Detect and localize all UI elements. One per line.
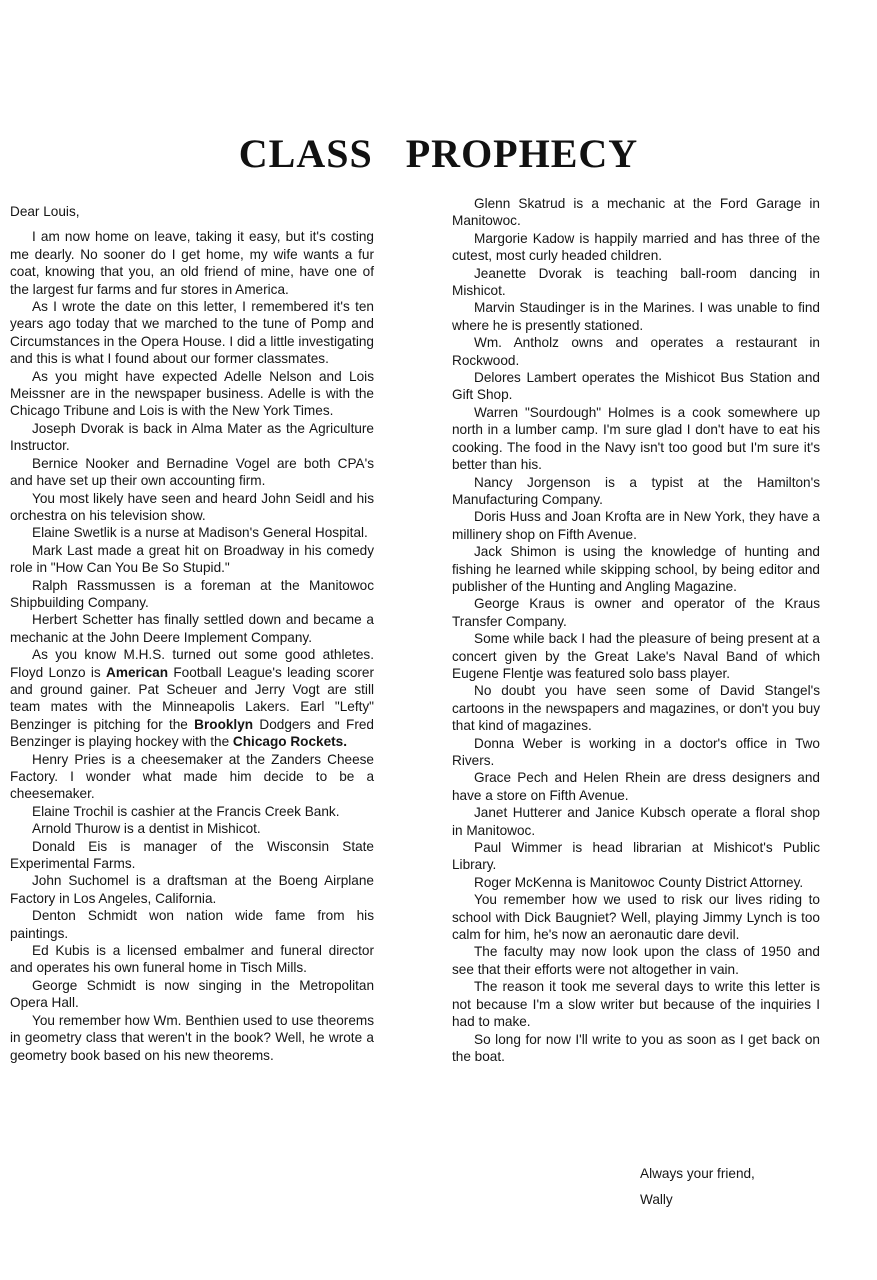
paragraph: Wm. Antholz owns and operates a restaurant in Rockwood. — [452, 335, 820, 368]
salutation: Dear Louis, — [10, 204, 80, 219]
sports-bold-american: American — [106, 664, 169, 680]
paragraph: Glenn Skatrud is a mechanic at the Ford Garage in Manitowoc. — [452, 196, 820, 229]
paragraph: Denton Schmidt won nation wide fame from his paintings. — [10, 908, 374, 941]
paragraph: Bernice Nooker and Bernadine Vogel are both CPA's and have set up their own accounting firm. — [10, 455, 374, 489]
paragraph: I am now home on leave, taking it easy, but it's costing me dearly. No sooner do I get home, my wife wants a fur coat, knowing that you, an old friend of mine, have one of the largest fur farms and fur stores in America. — [10, 229, 374, 297]
sports-text: Dodgers and Fred Benzinger is playing hockey with the — [10, 716, 374, 750]
signature: Wally — [640, 1192, 673, 1208]
letter-closing — [640, 1165, 755, 1218]
paragraph: Marvin Staudinger is in the Marines. I was unable to find where he is presently stationed. — [452, 300, 820, 333]
paragraph: No doubt you have seen some of David Stangel's cartoons in the newspapers and magazines, or don't you buy that kind of magazines. — [452, 683, 820, 734]
paragraph: George Kraus is owner and operator of the Kraus Transfer Company. — [452, 596, 820, 629]
paragraph: Jack Shimon is using the knowledge of hunting and fishing he learned while skipping school, by being editor and publisher of the Hunting and Angling Magazine. — [452, 544, 820, 594]
page-title: CLASS PROPHECY — [238, 131, 639, 176]
sports-bold-brooklyn: Brooklyn — [194, 716, 254, 732]
sports-paragraph — [10, 646, 374, 750]
paragraph: Elaine Trochil is cashier at the Francis Creek Bank. — [32, 803, 340, 819]
paragraph: The reason it took me several days to write this letter is not because I'm a slow writer but because of the inquiries I had to make. — [452, 979, 820, 1030]
paragraph: Joseph Dvorak is back in Alma Mater as the Agriculture Instructor. — [10, 420, 374, 454]
paragraph: Margorie Kadow is happily married and has three of the cutest, most curly headed children. — [452, 230, 820, 264]
paragraph: Ed Kubis is a licensed embalmer and funeral director and operates his own funeral home in Tisch Mills. — [10, 943, 374, 976]
paragraph: Jeanette Dvorak is teaching ball-room dancing in Mishicot. — [452, 265, 820, 299]
paragraph: Warren "Sourdough" Holmes is a cook somewhere up north in a lumber camp. I'm sure glad I don't have to eat his cooking. The food in the Navy isn't too good but I'm sure it's better than his. — [452, 404, 820, 473]
paragraph: Grace Pech and Helen Rhein are dress designers and have a store on Fifth Avenue. — [452, 770, 820, 803]
paragraph: As I wrote the date on this letter, I remembered it's ten years ago today that we marched to the tune of Pomp and Circumstances in the Opera House. I did a little investigating and this is what I found about our former classmates. — [10, 299, 374, 367]
paragraph: You remember how Wm. Benthien used to use theorems in geometry class that weren't in the book? Well, he wrote a geometry book based on his new theorems. — [10, 1012, 374, 1063]
paragraph: You remember how we used to risk our lives riding to school with Dick Baugniet? Well, playing Jimmy Lynch is too calm for him, he's now an aeronautic dare devil. — [452, 892, 820, 943]
paragraph: The faculty may now look upon the class of 1950 and see that their efforts were not altogether in vain. — [452, 944, 820, 977]
paragraph: Paul Wimmer is head librarian at Mishicot's Public Library. — [452, 840, 820, 873]
paragraph: Henry Pries is a cheesemaker at the Zanders Cheese Factory. I wonder what made him decide to be a cheesemaker. — [10, 751, 374, 802]
paragraph: John Suchomel is a draftsman at the Boeng Airplane Factory in Los Angeles, California. — [10, 873, 374, 906]
sports-bold-chicago-rockets: Chicago Rockets. — [232, 734, 347, 750]
paragraph: Donna Weber is working in a doctor's office in Two Rivers. — [452, 735, 820, 768]
left-column — [10, 203, 374, 1064]
paragraph: Delores Lambert operates the Mishicot Bus Station and Gift Shop. — [452, 370, 820, 403]
paragraph: You most likely have seen and heard John Seidl and his orchestra on his television show. — [10, 490, 374, 523]
paragraph: George Schmidt is now singing in the Metropolitan Opera Hall. — [10, 977, 374, 1011]
sports-text: As you know M.H.S. turned out some good athletes. Floyd Lonzo is — [10, 647, 374, 680]
sports-text: Football League's leading scorer and ground gainer. Pat Scheuer and Jerry Vogt are still team mates with the Minneapolis Lakers. Earl "Lefty" Benzinger is pitching for the — [10, 664, 374, 732]
paragraph: Some while back I had the pleasure of being present at a concert given by the Great Lake's Naval Band of which Eugene Flentje was featured solo bass player. — [452, 631, 820, 681]
paragraph: Arnold Thurow is a dentist in Mishicot. — [32, 821, 261, 837]
paragraph: Roger McKenna is Manitowoc County District Attorney. — [474, 874, 804, 890]
paragraph: Doris Huss and Joan Krofta are in New York, they have a millinery shop on Fifth Avenue. — [452, 509, 820, 542]
paragraph: As you might have expected Adelle Nelson and Lois Meissner are in the newspaper business. Adelle is with the Chicago Tribune and Lois is with the New York Times. — [10, 368, 374, 419]
paragraph: Nancy Jorgenson is a typist at the Hamilton's Manufacturing Company. — [452, 474, 820, 507]
paragraph: Mark Last made a great hit on Broadway in his comedy role in "How Can You Be So Stupid." — [10, 542, 374, 576]
paragraph: Donald Eis is manager of the Wisconsin State Experimental Farms. — [10, 838, 374, 872]
paragraph: Janet Hutterer and Janice Kubsch operate a floral shop in Manitowoc. — [452, 805, 820, 838]
right-column — [452, 195, 820, 1065]
paragraph: So long for now I'll write to you as soon as I get back on the boat. — [452, 1031, 820, 1064]
paragraph: Elaine Swetlik is a nurse at Madison's General Hospital. — [32, 525, 368, 541]
paragraph: Ralph Rassmussen is a foreman at the Manitowoc Shipbuilding Company. — [10, 577, 374, 610]
closing-phrase: Always your friend, — [640, 1166, 755, 1181]
paragraph: Herbert Schetter has finally settled down and became a mechanic at the John Deere Implement Company. — [10, 612, 374, 645]
